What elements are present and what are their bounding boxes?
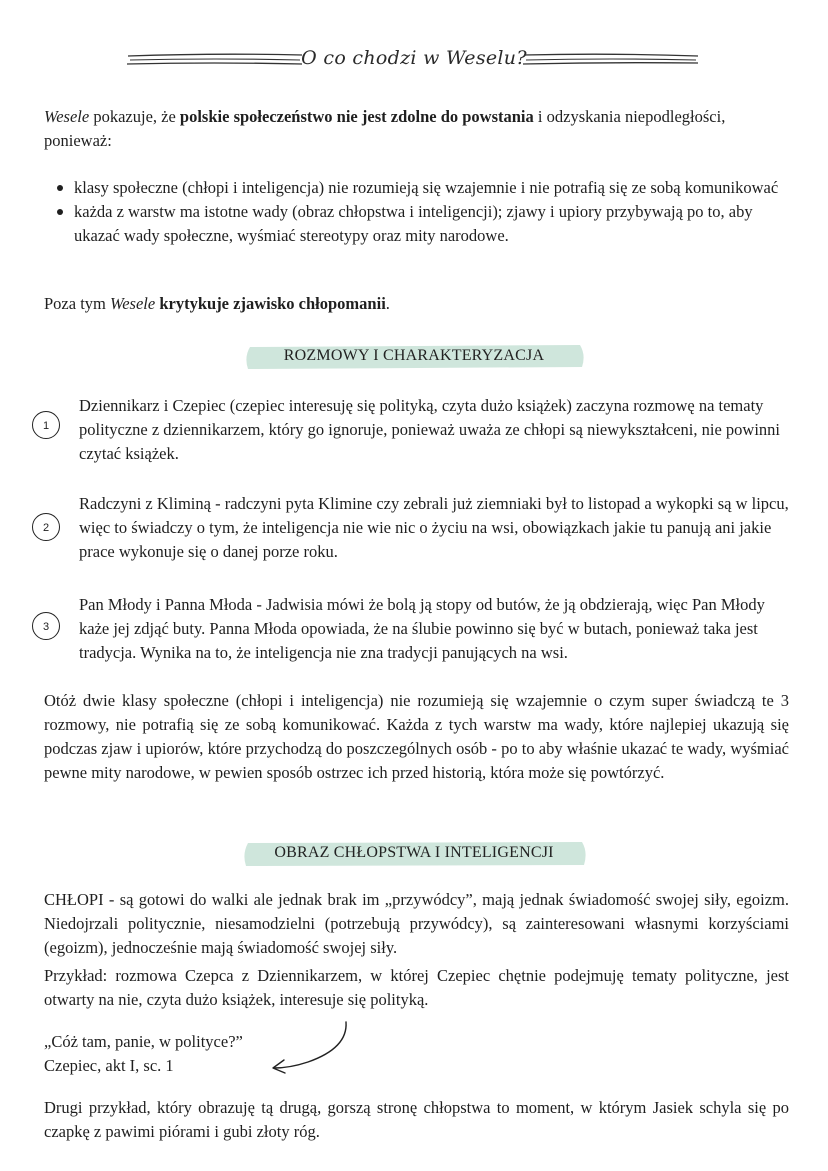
quote-source: Czepiec, akt I, sc. 1	[44, 1056, 174, 1075]
list-item: klasy społeczne (chłopi i inteligencja) nie rozumieją się wzajemnie i nie potrafią się ze sobą komunikować	[44, 176, 789, 200]
section-heading-conversations	[0, 343, 828, 371]
number-badge: 2	[32, 513, 60, 541]
section-title: OBRAZ CHŁOPSTWA I INTELIGENCJI	[274, 844, 554, 861]
number-badge: 1	[32, 411, 60, 439]
extra-text-3: .	[385, 294, 390, 313]
section-heading-image	[0, 840, 828, 868]
quote-block	[44, 1030, 789, 1078]
intro-paragraph	[44, 105, 789, 153]
list-item: każda z warstw ma istotne wady (obraz chłopstwa i inteligencji); zjawy i upiory przybywają po to, aby ukazać wady społeczne, wyśmiać stereotypy oraz mity narodowe.	[44, 200, 789, 248]
conversation-item: Dziennikarz i Czepiec (czepiec interesuję się polityką, czyta dużo książek) zaczyna rozmowę na tematy polityczne z dziennikarzem, który go ignoruje, ponieważ uważa ze chłopi są niewykształceni, nie powinni czytać książek.	[79, 396, 781, 463]
decorative-lines-left	[126, 50, 304, 70]
quote-text: „Cóż tam, panie, w polityce?”	[44, 1032, 243, 1051]
reasons-list	[44, 176, 789, 248]
extra-title-italic: Wesele	[110, 294, 156, 313]
second-example-paragraph: Drugi przykład, który obrazuję tą drugą, gorszą stronę chłopstwa to moment, w którym Jasiek schyla się po czapkę z pawimi piórami i gubi złoty róg.	[44, 1098, 789, 1141]
intro-text-2: i odzyskania niepodległości, ponieważ:	[44, 107, 726, 150]
extra-paragraph	[44, 292, 789, 316]
hand-drawn-arrow-icon	[268, 1018, 352, 1076]
extra-text-1: Poza tym	[44, 294, 110, 313]
extra-bold: krytykuje zjawisko chłopomanii	[159, 294, 386, 313]
intro-title-italic: Wesele	[44, 107, 90, 126]
section-title: ROZMOWY I CHARAKTERYZACJA	[283, 347, 545, 364]
conversation-item: Radczyni z Kliminą - radczyni pyta Klimine czy zebrali już ziemniaki był to listopad a wykopki są w lipcu, więc to świadczy o tym, że inteligencja nie wie nic o życiu na wsi, obowiązkach jakie tu panują ani jakie prace wykonuje się o danej porze roku.	[79, 494, 789, 561]
peasants-paragraph: CHŁOPI - są gotowi do walki ale jednak brak im „przywódcy”, mają jednak świadomość swojej siły, egoizm. Niedojrzali politycznie, niesamodzielni (potrzebują przywódcy), są zainteresowani własnymi korzyściami (egoizm), jednocześnie mają świadomość swojej siły.	[44, 890, 789, 957]
summary-paragraph: Otóż dwie klasy społeczne (chłopi i inteligencja) nie rozumieją się wzajemnie o czym super świadczą te 3 rozmowy, nie potrafią się ze sobą komunikować. Każda z tych warstw ma wady, które najlepiej ukazują się podczas zjaw i upiorów, które przychodzą do poszczególnych osób - po to aby właśnie ukazać te wady, wyśmiać pewne mity narodowe, w pewien sposób ostrzec ich przed historią, która może się powtórzyć.	[44, 691, 789, 782]
intro-bold: polskie społeczeństwo nie jest zdolne do powstania	[179, 107, 534, 126]
example-paragraph: Przykład: rozmowa Czepca z Dziennikarzem, w której Czepiec chętnie podejmuję tematy polityczne, jest otwarty na nie, czyta dużo książek, interesuje się polityką.	[44, 966, 789, 1009]
conversation-item: Pan Młody i Panna Młoda - Jadwisia mówi że bolą ją stopy od butów, że ją obdzierają, więc Pan Młody każe jej zdjąć buty. Panna Młoda opowiada, że na ślubie powinno się być w butach, ponieważ taka jest tradycja. Wynika na to, że inteligencja nie zna tradycji panujących na wsi.	[79, 595, 765, 662]
title-row	[0, 44, 828, 78]
intro-text-1: pokazuje, że	[89, 107, 180, 126]
number-badge: 3	[32, 612, 60, 640]
decorative-lines-right	[522, 50, 700, 70]
page-title: O co chodzi w Weselu?	[301, 47, 527, 69]
